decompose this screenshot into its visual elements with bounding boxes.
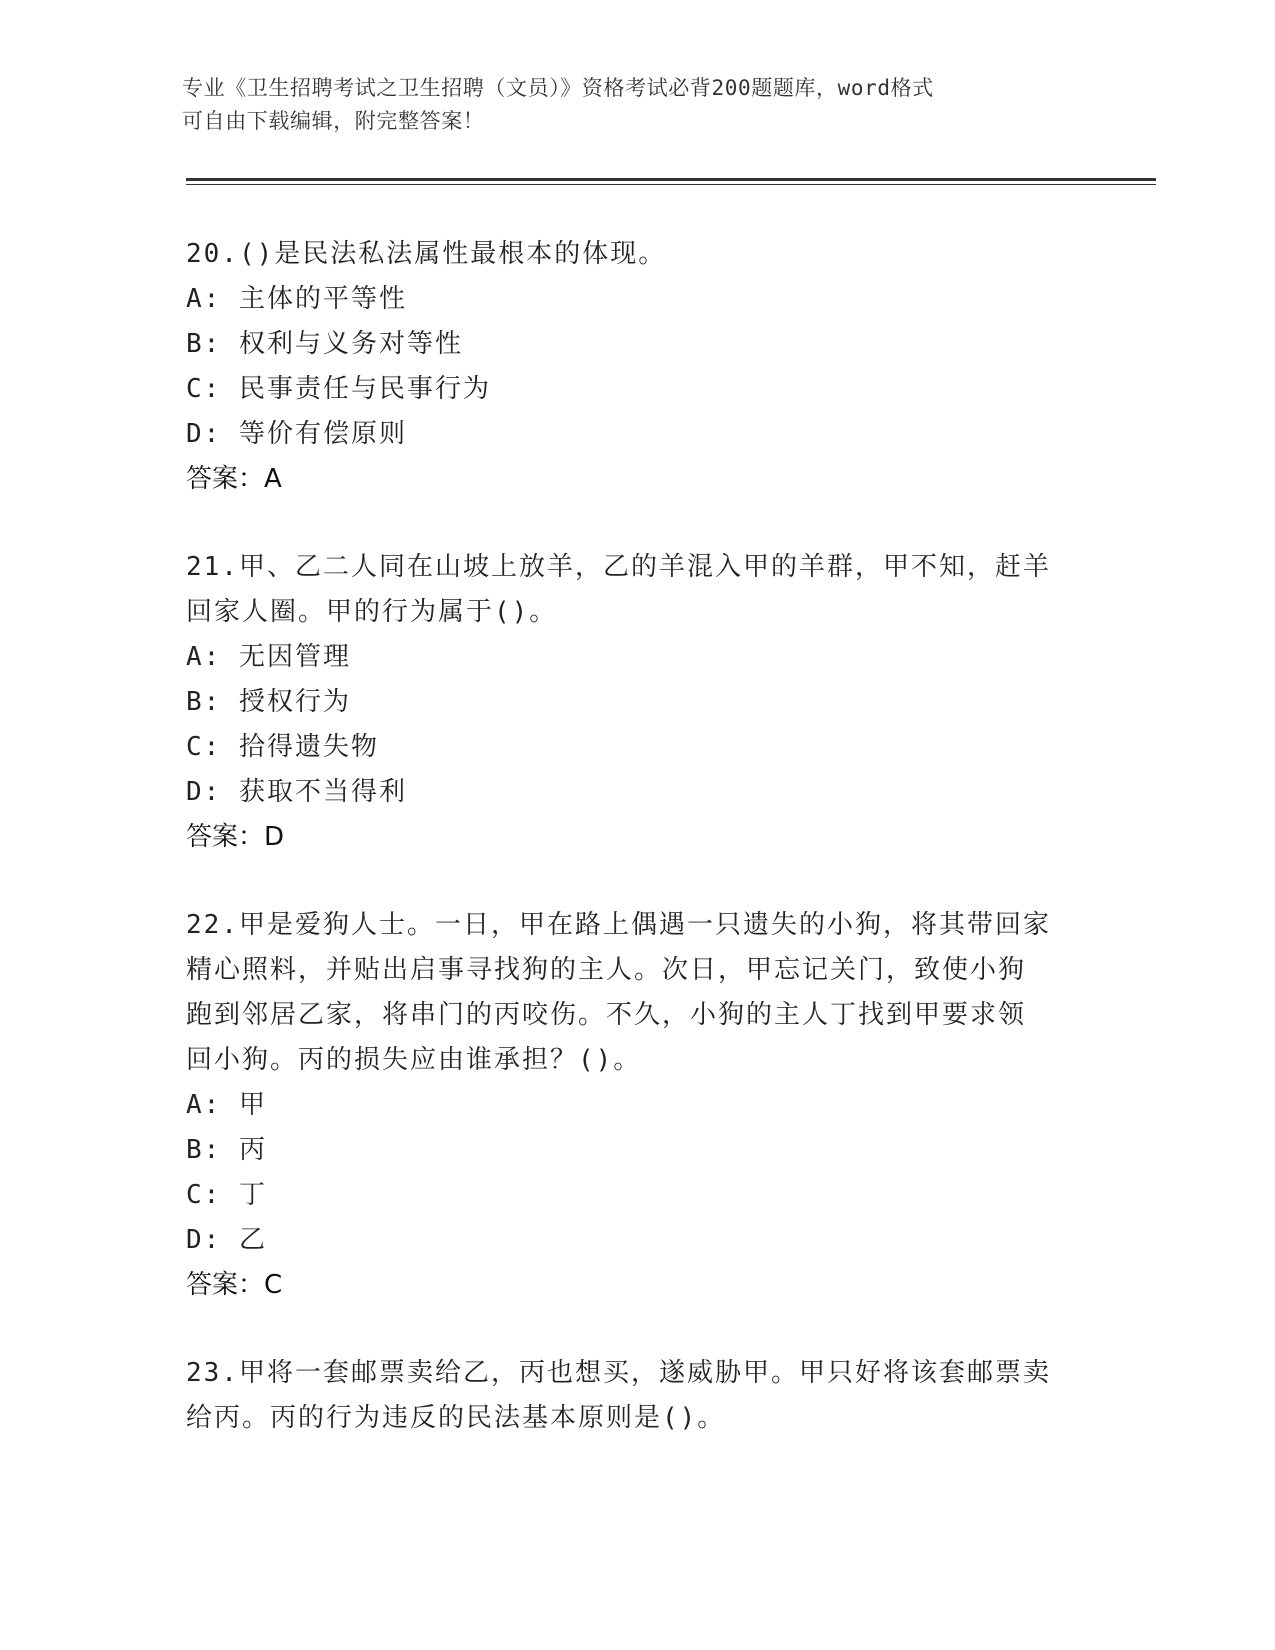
header-line-2: 可自由下载编辑，附完整答案！ bbox=[182, 109, 485, 133]
answer-line: 答案：D bbox=[186, 822, 285, 852]
question-stem-line: 回小狗。丙的损失应由谁承担？()。 bbox=[186, 1045, 642, 1075]
header-divider-thin bbox=[186, 184, 1156, 185]
option-c: C: 拾得遗失物 bbox=[186, 732, 379, 762]
option-b: B: 授权行为 bbox=[186, 687, 351, 717]
option-a: A: 无因管理 bbox=[186, 642, 351, 672]
question-stem-line: 20.()是民法私法属性最根本的体现。 bbox=[186, 239, 667, 269]
question-stem-line: 23.甲将一套邮票卖给乙，丙也想买，遂威胁甲。甲只好将该套邮票卖 bbox=[186, 1358, 1051, 1388]
question-stem-line: 回家人圈。甲的行为属于()。 bbox=[186, 597, 558, 627]
document-header bbox=[182, 72, 1062, 138]
answer-line: 答案：A bbox=[186, 464, 282, 494]
question-22 bbox=[186, 903, 1086, 1308]
question-stem-line: 精心照料，并贴出启事寻找狗的主人。次日，甲忘记关门，致使小狗 bbox=[186, 955, 1027, 985]
option-a: A: 主体的平等性 bbox=[186, 284, 407, 314]
option-a: A: 甲 bbox=[186, 1090, 267, 1120]
option-d: D: 等价有偿原则 bbox=[186, 419, 407, 449]
option-d: D: 获取不当得利 bbox=[186, 777, 407, 807]
option-b: B: 丙 bbox=[186, 1135, 267, 1165]
option-d: D: 乙 bbox=[186, 1225, 267, 1255]
question-stem-line: 跑到邻居乙家，将串门的丙咬伤。不久，小狗的主人丁找到甲要求领 bbox=[186, 1000, 1027, 1030]
question-stem-line: 21.甲、乙二人同在山坡上放羊，乙的羊混入甲的羊群，甲不知，赶羊 bbox=[186, 552, 1051, 582]
option-c: C: 民事责任与民事行为 bbox=[186, 374, 491, 404]
answer-line: 答案：C bbox=[186, 1270, 283, 1300]
option-b: B: 权利与义务对等性 bbox=[186, 329, 463, 359]
header-line-1: 专业《卫生招聘考试之卫生招聘（文员）》资格考试必背200题题库，word格式 bbox=[182, 76, 934, 100]
question-list bbox=[186, 232, 1086, 1484]
question-21 bbox=[186, 545, 1086, 860]
option-c: C: 丁 bbox=[186, 1180, 267, 1210]
question-20 bbox=[186, 232, 1086, 502]
question-stem-line: 给丙。丙的行为违反的民法基本原则是()。 bbox=[186, 1403, 726, 1433]
header-divider-thick bbox=[186, 178, 1156, 181]
question-stem-line: 22.甲是爱狗人士。一日，甲在路上偶遇一只遗失的小狗，将其带回家 bbox=[186, 910, 1051, 940]
question-23 bbox=[186, 1351, 1086, 1441]
